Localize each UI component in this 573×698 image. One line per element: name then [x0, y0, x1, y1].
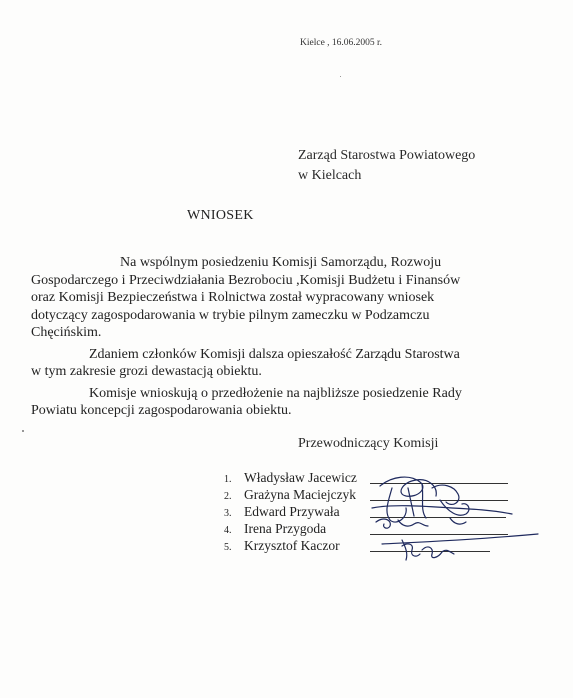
- scan-speck: [22, 430, 24, 432]
- member-number: 4.: [224, 525, 232, 536]
- paragraph-2-line-2: w tym zakresie grozi dewastacją obiektu.: [31, 364, 262, 379]
- member-row: [224, 503, 357, 520]
- member-row: [224, 520, 357, 537]
- member-row: [224, 537, 357, 554]
- chair-label: Przewodniczący Komisji: [298, 436, 439, 451]
- paragraph-2-line-1: Zdaniem członków Komisji dalsza opieszałość Zarządu Starostwa: [89, 346, 460, 362]
- addressee-line-2: w Kielcach: [298, 168, 362, 183]
- date-line: Kielce , 16.06.2005 r.: [300, 38, 383, 48]
- member-number: 5.: [224, 542, 232, 553]
- paragraph-3-line-2: Powiatu koncepcji zagospodarowania obiektu.: [31, 403, 292, 418]
- paragraph-3-line-1: Komisje wnioskują o przedłożenie na najbliższe posiedzenie Rady: [89, 385, 462, 401]
- member-number: 3.: [224, 508, 232, 519]
- member-name: Krzysztof Kaczor: [244, 538, 340, 553]
- addressee-block: [298, 146, 475, 186]
- member-row: [224, 486, 357, 503]
- paragraph-1-line-3: oraz Komisji Bezpieczeństwa i Rolnictwa został wypracowany wniosek: [31, 290, 435, 305]
- member-number: 1.: [224, 474, 232, 485]
- member-number: 2.: [224, 491, 232, 502]
- members-list: [224, 469, 357, 554]
- letter-body: [31, 254, 531, 420]
- member-name: Irena Przygoda: [244, 521, 327, 536]
- handwritten-signatures: [362, 468, 552, 568]
- addressee-line-1: Zarząd Starostwa Powiatowego: [298, 148, 476, 163]
- member-name: Grażyna Maciejczyk: [244, 487, 357, 502]
- member-name: Władysław Jacewicz: [244, 470, 357, 485]
- document-title: WNIOSEK: [187, 208, 254, 223]
- paragraph-1-line-2: Gospodarczego i Przeciwdziałania Bezrobociu ,Komisji Budżetu i Finansów: [31, 272, 461, 288]
- member-name: Edward Przywała: [244, 504, 340, 519]
- member-row: [224, 469, 357, 486]
- paragraph-1-line-1: Na wspólnym posiedzeniu Komisji Samorządu, Rozwoju: [120, 255, 442, 270]
- paragraph-1-line-5: Chęcińskim.: [31, 325, 102, 340]
- scan-speck: [340, 76, 341, 77]
- paragraph-1-line-4: dotyczący zagospodarowania w trybie pilnym zameczku w Podzamczu: [31, 307, 430, 323]
